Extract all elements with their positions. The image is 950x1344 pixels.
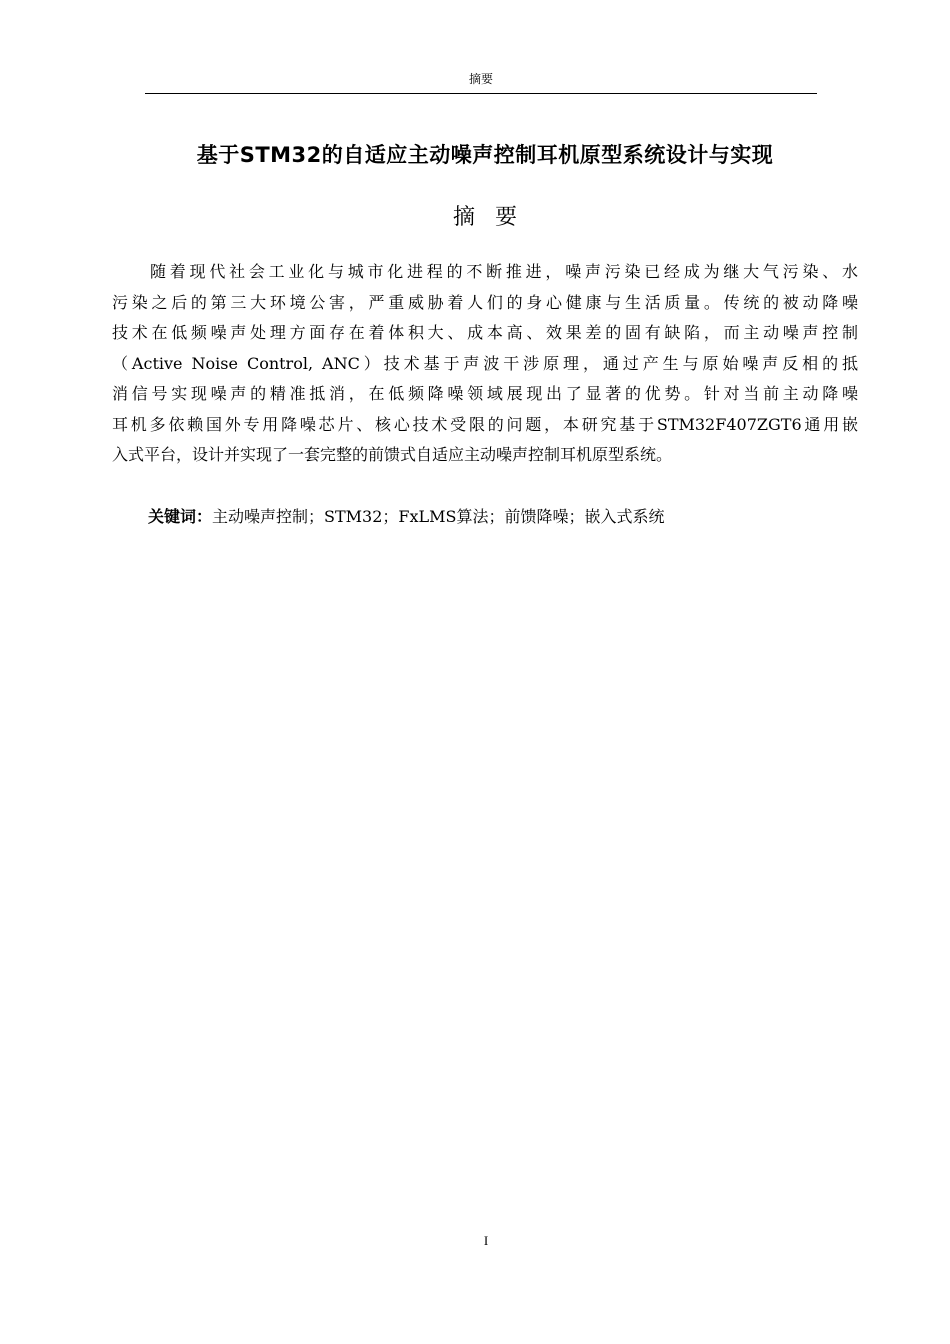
keywords <box>148 503 858 531</box>
paper-title: 基于STM32的自适应主动噪声控制耳机原型系统设计与实现 <box>196 143 774 167</box>
abstract-line: 消信号实现噪声的精准抵消，在低频降噪领域展现出了显著的优势。针对当前主动降噪 <box>112 384 858 403</box>
abstract-heading: 摘要 <box>452 205 537 230</box>
abstract-line: 入式平台，设计并实现了一套完整的前馈式自适应主动噪声控制耳机原型系统。 <box>112 445 673 464</box>
abstract-line: （Active Noise Control, ANC）技术基于声波干涉原理，通过产生与原始噪声反相的抵 <box>112 353 858 373</box>
running-header: 摘要 <box>468 72 493 86</box>
abstract-line: 随着现代社会工业化与城市化进程的不断推进，噪声污染已经成为继大气污染、水 <box>150 262 858 281</box>
keywords-text: 主动噪声控制；STM32；FxLMS算法；前馈降噪；嵌入式系统 <box>212 507 665 526</box>
abstract-line: 技术在低频噪声处理方面存在着体积大、成本高、效果差的固有缺陷，而主动噪声控制 <box>112 323 858 342</box>
abstract-line: 污染之后的第三大环境公害，严重威胁着人们的身心健康与生活质量。传统的被动降噪 <box>112 292 858 312</box>
header-divider <box>145 93 817 94</box>
page-number: I <box>483 1233 489 1248</box>
keywords-label: 关键词： <box>148 507 213 526</box>
abstract-line: 耳机多依赖国外专用降噪芯片、核心技术受限的问题，本研究基于STM32F407ZGT6通用嵌 <box>112 414 858 434</box>
abstract-body <box>112 257 858 485</box>
